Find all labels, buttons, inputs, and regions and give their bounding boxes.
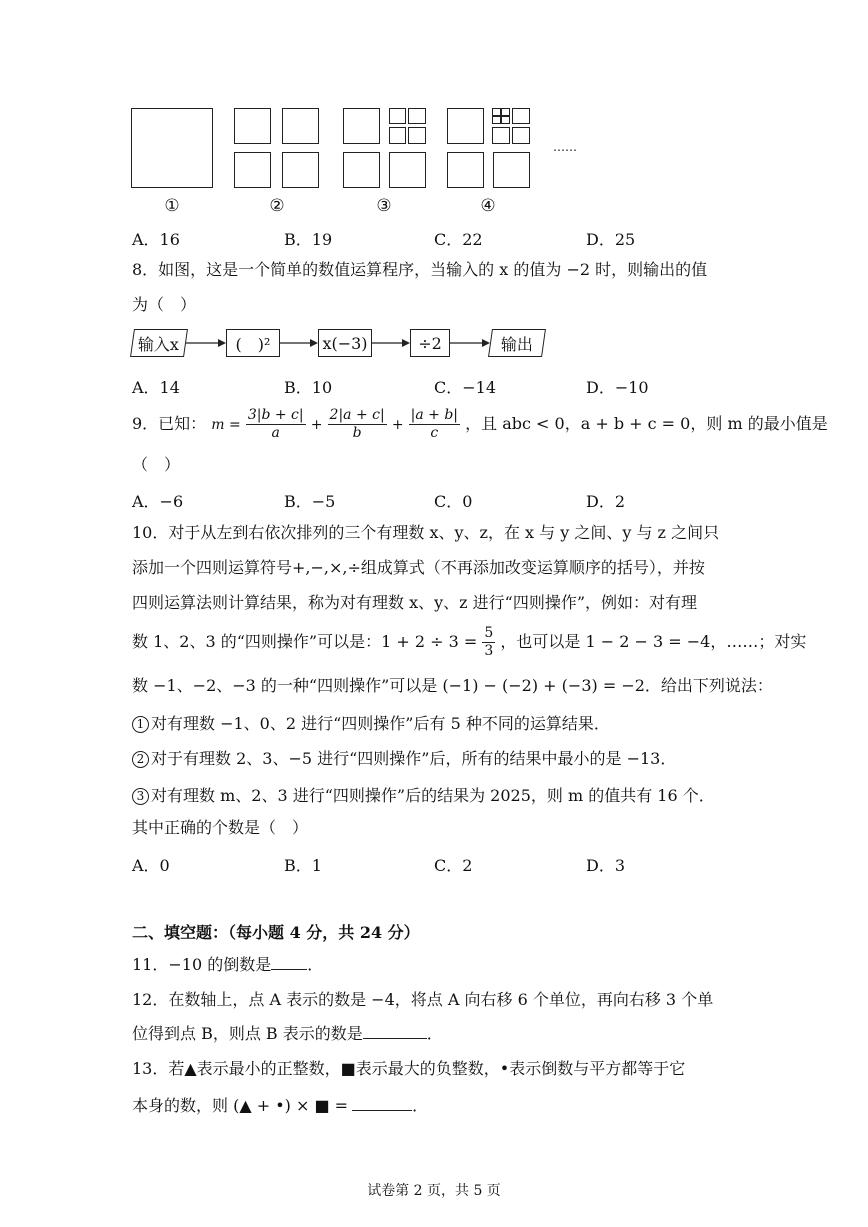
q10-statement-1 bbox=[132, 711, 610, 737]
flow-arrow bbox=[450, 336, 490, 350]
figure-label-3: ③ bbox=[376, 196, 392, 216]
statement-2-marker: 2 bbox=[132, 751, 149, 768]
flow-square-label: ( )² bbox=[235, 334, 271, 354]
q8-stem-line1: 8．如图，这是一个简单的数值运算程序，当输入的 x 的值为 −2 时，则输出的值 bbox=[132, 260, 708, 279]
figure-3-small-square bbox=[408, 108, 426, 124]
figure-label-4: ④ bbox=[480, 196, 496, 216]
q10-statement-2 bbox=[132, 746, 676, 772]
figure-4-small-square bbox=[512, 108, 530, 124]
figure-2-square bbox=[234, 152, 271, 188]
q9-stem-line2: （ ） bbox=[132, 455, 181, 474]
q8-option-a: A．14 bbox=[132, 378, 180, 397]
q10-statement-3 bbox=[132, 783, 715, 809]
q10-option-d: D．3 bbox=[586, 856, 626, 875]
q10-option-a: A．0 bbox=[132, 856, 170, 875]
q12-answer-blank bbox=[363, 1038, 427, 1039]
q12-end: ． bbox=[426, 1024, 443, 1043]
q10-stem-line4 bbox=[132, 622, 806, 662]
flow-arrow bbox=[280, 336, 318, 350]
q7-option-c: C．22 bbox=[434, 230, 483, 249]
q10-option-c: C．2 bbox=[434, 856, 473, 875]
q10-fraction-denominator: 3 bbox=[484, 643, 494, 659]
q10-option-b: B．1 bbox=[284, 856, 322, 875]
flow-output-label: 输出 bbox=[500, 334, 533, 354]
statement-2-text: 对于有理数 2、3、−5 进行“四则操作”后，所有的结果中最小的是 −13． bbox=[151, 749, 677, 768]
figure-4-tiny-square bbox=[492, 116, 501, 124]
figure-4-small-square bbox=[492, 127, 510, 144]
q13-line2 bbox=[132, 1093, 428, 1119]
flow-square-box bbox=[226, 329, 280, 357]
statement-3-text: 对有理数 m、2、3 进行“四则操作”后的结果为 2025，则 m 的值共有 16 个． bbox=[151, 786, 715, 805]
q9-fraction-3-denominator: c bbox=[430, 425, 439, 441]
q12-line1: 12．在数轴上，点 A 表示的数是 −4，将点 A 向右移 6 个单位，再向右移 3 个单 bbox=[132, 990, 714, 1009]
figure-4-tiny-square bbox=[501, 108, 510, 116]
q9-stem-line1 bbox=[132, 404, 828, 445]
q9-m-equals: m = bbox=[211, 417, 241, 433]
page-footer: 试卷第 2 页，共 5 页 bbox=[367, 1183, 501, 1199]
q9-option-c: C．0 bbox=[434, 492, 473, 511]
q11 bbox=[132, 952, 323, 978]
q11-end: ． bbox=[307, 955, 324, 974]
figure-4-tiny-square bbox=[492, 108, 501, 116]
flow-arrow bbox=[186, 336, 226, 350]
figure-label-1: ① bbox=[164, 196, 180, 216]
figure-1-square bbox=[131, 108, 213, 188]
section-2-heading: 二、填空题：（每小题 4 分，共 24 分） bbox=[132, 923, 420, 942]
figure-3-small-square bbox=[389, 108, 406, 124]
q8-option-c: C．−14 bbox=[434, 378, 497, 397]
q10-stem-line5: 数 −1、−2、−3 的一种“四则操作”可以是 (−1) − (−2) + (−3) = −2．给出下列说法： bbox=[132, 676, 773, 695]
q10-example-b: ，也可以是 1 − 2 − 3 = −4，……；对实 bbox=[500, 632, 807, 651]
statement-1-marker: 1 bbox=[132, 716, 149, 733]
q13-answer-blank bbox=[352, 1110, 412, 1111]
q11-text: 11．−10 的倒数是 bbox=[132, 955, 272, 974]
q9-fraction-3 bbox=[409, 407, 460, 442]
flow-divide-box bbox=[410, 329, 450, 357]
q10-example-fraction bbox=[482, 625, 495, 660]
q9-condition: ，且 abc < 0，a + b + c = 0，则 m 的最小值是 bbox=[465, 414, 828, 433]
q8-option-b: B．10 bbox=[284, 378, 333, 397]
q9-fraction-1-denominator: a bbox=[271, 425, 280, 441]
flow-multiply-box bbox=[318, 329, 372, 357]
q13-end: ． bbox=[412, 1096, 429, 1115]
figure-ellipsis: …… bbox=[553, 140, 577, 154]
q7-option-b: B．19 bbox=[284, 230, 333, 249]
q9-option-b: B．−5 bbox=[284, 492, 336, 511]
figure-3-small-square bbox=[389, 127, 406, 144]
flow-input-label: 输入x bbox=[138, 334, 180, 354]
q11-answer-blank bbox=[271, 969, 307, 970]
figure-4-square bbox=[493, 152, 530, 188]
q10-stem-line1: 10．对于从左到右依次排列的三个有理数 x、y、z，在 x 与 y 之间、y 与 z 之间只 bbox=[132, 523, 720, 542]
statement-1-text: 对有理数 −1、0、2 进行“四则操作”后有 5 种不同的运算结果． bbox=[151, 714, 610, 733]
q9-fraction-1-numerator: 3|b + c| bbox=[247, 407, 304, 423]
figure-3-square bbox=[343, 152, 380, 188]
statement-3-marker: 3 bbox=[132, 788, 149, 805]
figure-3-small-square bbox=[408, 127, 426, 144]
q9-plus: + bbox=[391, 417, 404, 433]
figure-2-square bbox=[282, 108, 319, 144]
figure-3-square bbox=[343, 108, 380, 144]
flow-arrow bbox=[372, 336, 410, 350]
q12-text: 位得到点 B，则点 B 表示的数是 bbox=[132, 1024, 363, 1043]
q9-fraction-2-numerator: 2|a + c| bbox=[329, 407, 385, 423]
q10-stem-line2: 添加一个四则运算符号+,−,×,÷组成算式（不再添加改变运算顺序的括号），并按 bbox=[132, 558, 705, 577]
q9-option-d: D．2 bbox=[586, 492, 626, 511]
q9-prefix: 9．已知： bbox=[132, 414, 207, 433]
q13-line1: 13．若▲表示最小的正整数，■表示最大的负整数，•表示倒数与平方都等于它 bbox=[132, 1059, 686, 1078]
flow-multiply-label: x(−3) bbox=[322, 333, 368, 353]
figure-2-square bbox=[282, 152, 319, 188]
q7-option-d: D．25 bbox=[586, 230, 636, 249]
figure-3-square bbox=[389, 152, 426, 188]
q10-fraction-numerator: 5 bbox=[484, 625, 494, 641]
flow-divide-label: ÷2 bbox=[418, 333, 442, 353]
q9-fraction-1 bbox=[246, 407, 306, 442]
flow-output-box bbox=[488, 329, 546, 357]
q7-option-a: A．16 bbox=[132, 230, 180, 249]
figure-4-small-square bbox=[512, 127, 530, 144]
q9-fraction-3-numerator: |a + b| bbox=[410, 407, 459, 423]
figure-label-2: ② bbox=[269, 196, 285, 216]
q13-text: 本身的数，则 (▲ + •) × ■ = bbox=[132, 1096, 349, 1115]
q12-line2 bbox=[132, 1021, 443, 1047]
q8-stem-line2: 为（ ） bbox=[132, 295, 197, 314]
flow-input-box bbox=[130, 329, 188, 357]
q9-fraction-2 bbox=[328, 407, 387, 442]
q9-plus: + bbox=[310, 417, 323, 433]
q9-fraction-2-denominator: b bbox=[352, 425, 362, 441]
figure-4-square bbox=[447, 152, 484, 188]
q10-stem-line3: 四则运算法则计算结果，称为对有理数 x、y、z 进行“四则操作”，例如：对有理 bbox=[132, 593, 698, 612]
q10-example-a: 数 1、2、3 的“四则操作”可以是：1 + 2 ÷ 3 = bbox=[132, 632, 478, 651]
figure-4-square bbox=[447, 108, 484, 144]
q8-option-d: D．−10 bbox=[586, 378, 649, 397]
figure-2-square bbox=[234, 108, 271, 144]
q9-option-a: A．−6 bbox=[132, 492, 184, 511]
figure-4-tiny-square bbox=[501, 116, 510, 124]
q10-question: 其中正确的个数是（ ） bbox=[132, 818, 309, 837]
